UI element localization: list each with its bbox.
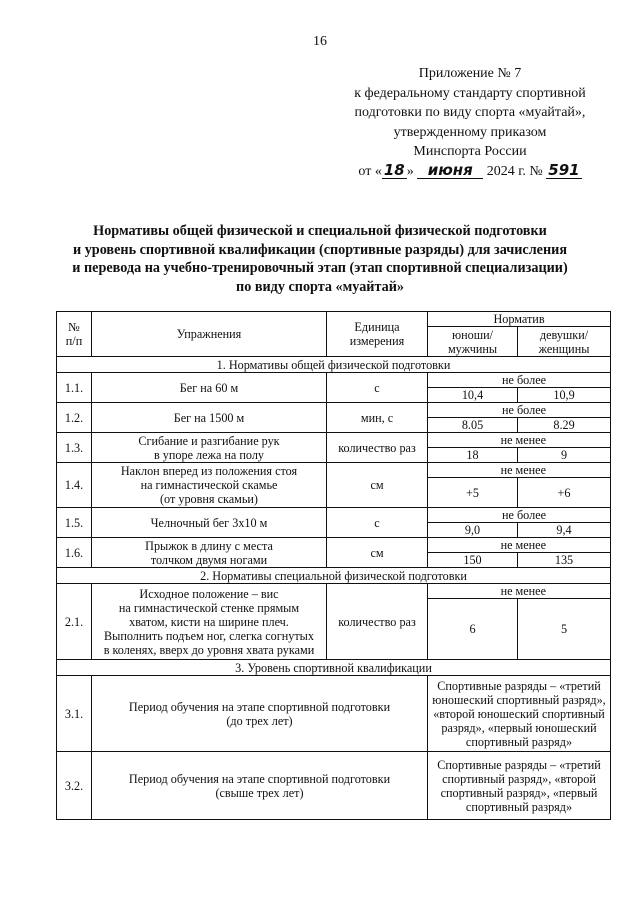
table-row — [57, 508, 611, 523]
norms-table — [56, 311, 611, 820]
section-row — [57, 568, 611, 584]
row-unit: мин, с — [327, 403, 428, 433]
row-exercise: Бег на 1500 м — [92, 403, 327, 433]
appendix-header — [330, 64, 610, 181]
section-title-2: 2. Нормативы специальной физической подготовки — [57, 568, 611, 584]
row-condition: не менее — [428, 584, 611, 599]
value-girls: +6 — [518, 478, 611, 508]
section-title-3: 3. Уровень спортивной квалификации — [57, 660, 611, 676]
appendix-line: Минспорта России — [413, 144, 527, 159]
row-number: 1.3. — [57, 433, 92, 463]
table-row — [57, 463, 611, 478]
row-number: 1.2. — [57, 403, 92, 433]
row-exercise: Челночный бег 3х10 м — [92, 508, 327, 538]
handwritten-day: 18 — [383, 160, 405, 179]
date-prefix: от « — [358, 163, 382, 179]
row-exercise: Наклон вперед из положения стоя на гимнастической скамье (от уровня скамьи) — [92, 463, 327, 508]
order-date-line — [330, 162, 610, 182]
row-number: 3.1. — [57, 676, 92, 752]
row-unit: количество раз — [327, 584, 428, 660]
row-number: 3.2. — [57, 752, 92, 820]
value-girls: 5 — [518, 599, 611, 660]
table-row — [57, 373, 611, 388]
section-2-rows — [57, 584, 611, 660]
row-exercise: Прыжок в длину с места толчком двумя ногами — [92, 538, 327, 568]
appendix-line: Приложение № 7 — [418, 66, 522, 81]
header-num: № п/п — [57, 312, 92, 357]
appendix-line: подготовки по виду спорта «муайтай», — [354, 105, 586, 120]
header-exercise: Упражнения — [92, 312, 327, 357]
title-line: по виду спорта «муайтай» — [236, 278, 404, 295]
row-number: 1.6. — [57, 538, 92, 568]
header-boys: юноши/ мужчины — [428, 327, 518, 357]
row-unit: см — [327, 538, 428, 568]
table-row — [57, 538, 611, 553]
row-exercise: Период обучения на этапе спортивной подготовки (свыше трех лет) — [92, 752, 428, 820]
row-number: 1.4. — [57, 463, 92, 508]
row-exercise: Сгибание и разгибание рук в упоре лежа на полу — [92, 433, 327, 463]
title-line: Нормативы общей физической и специальной физической подготовки — [93, 223, 547, 239]
value-boys: 6 — [428, 599, 518, 660]
table-row — [57, 752, 611, 820]
row-exercise: Бег на 60 м — [92, 373, 327, 403]
row-qualification: Спортивные разряды – «третий спортивный разряд», «второй спортивный разряд», «первый спортивный разряд» — [428, 752, 611, 820]
table-row — [57, 433, 611, 448]
row-unit: см — [327, 463, 428, 508]
section-3-rows — [57, 676, 611, 820]
section-title-1: 1. Нормативы общей физической подготовки — [57, 357, 611, 373]
row-unit: с — [327, 373, 428, 403]
year-text: 2024 г. № — [486, 163, 543, 179]
page-number: 16 — [313, 34, 327, 49]
value-boys: 150 — [428, 553, 518, 568]
row-unit: с — [327, 508, 428, 538]
handwritten-month: июня — [417, 162, 483, 179]
section-1-rows — [57, 373, 611, 568]
value-girls: 9,4 — [518, 523, 611, 538]
header-norm: Норматив — [428, 312, 611, 327]
value-girls: 8.29 — [518, 418, 611, 433]
header-girls: девушки/ женщины — [518, 327, 611, 357]
appendix-line: утвержденному приказом — [393, 124, 547, 140]
value-boys: 10,4 — [428, 388, 518, 403]
value-girls: 135 — [518, 553, 611, 568]
value-girls: 9 — [518, 448, 611, 463]
row-qualification: Спортивные разряды – «третий юношеский спортивный разряд», «второй юношеский спортивный разряд», «первый юношеский спортивный разряд» — [428, 676, 611, 752]
document-title — [40, 222, 600, 296]
date-mid: » — [406, 163, 414, 179]
header-unit: Единица измерения — [327, 312, 428, 357]
row-exercise: Исходное положение – вис на гимнастической стенке прямым хватом, кисти на ширине плеч. Выполнить подъем ног, слегка согнутых в коленях, вверх до уровня хвата руками — [92, 584, 327, 660]
title-line: и перевода на учебно-тренировочный этап (этап спортивной специализации) — [72, 260, 568, 276]
value-girls: 10,9 — [518, 388, 611, 403]
value-boys: 18 — [428, 448, 518, 463]
table-row — [57, 403, 611, 418]
appendix-line: к федеральному стандарту спортивной — [354, 85, 586, 101]
value-boys: +5 — [428, 478, 518, 508]
row-number: 2.1. — [57, 584, 92, 660]
row-unit: количество раз — [327, 433, 428, 463]
table-row — [57, 584, 611, 599]
section-row — [57, 357, 611, 373]
handwritten-order-number: 591 — [548, 160, 580, 179]
row-condition: не менее — [428, 433, 611, 448]
row-condition: не менее — [428, 538, 611, 553]
row-condition: не более — [428, 403, 611, 418]
row-exercise: Период обучения на этапе спортивной подготовки (до трех лет) — [92, 676, 428, 752]
section-row — [57, 660, 611, 676]
header-row — [57, 312, 611, 327]
row-number: 1.1. — [57, 373, 92, 403]
row-number: 1.5. — [57, 508, 92, 538]
row-condition: не более — [428, 508, 611, 523]
row-condition: не более — [428, 373, 611, 388]
table-row — [57, 676, 611, 752]
title-line: и уровень спортивной квалификации (спортивные разряды) для зачисления — [72, 241, 567, 258]
value-boys: 8.05 — [428, 418, 518, 433]
value-boys: 9,0 — [428, 523, 518, 538]
row-condition: не менее — [428, 463, 611, 478]
